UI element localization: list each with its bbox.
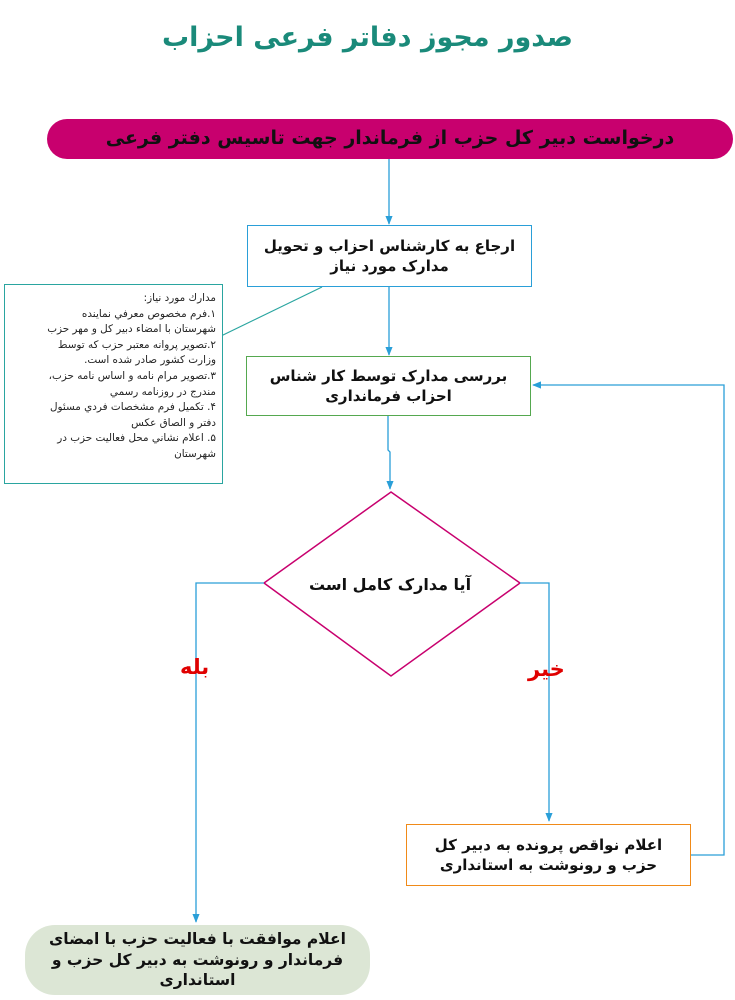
docs-line: ۱.فرم مخصوص معرفي نماينده bbox=[81, 307, 216, 320]
docs-line: ۵. اعلام نشاني محل فعاليت حزب در bbox=[57, 432, 216, 445]
docs-line: دفتر و الصاق عكس bbox=[131, 416, 216, 429]
step-review-documents bbox=[246, 356, 531, 416]
start-label: درخواست دبیر کل حزب از فرماندار جهت تاسیس دفتر فرعی bbox=[105, 127, 675, 150]
connector-step1-to-docs bbox=[221, 287, 322, 336]
step-notify-deficiencies bbox=[406, 824, 691, 886]
docs-line: شهرستان با امضاء دبير كل و مهر حزب bbox=[47, 323, 216, 336]
arrow-loop-back bbox=[533, 385, 724, 855]
docs-line: مدارك مورد نياز: bbox=[143, 292, 216, 304]
decision-label: آیا مدارک کامل است bbox=[308, 574, 472, 594]
arrow-step2-to-decision bbox=[388, 416, 390, 489]
page-title: صدور مجوز دفاتر فرعی احزاب bbox=[162, 22, 573, 53]
docs-line: ۴. تكميل فرم مشخصات فردي مسئول bbox=[49, 401, 216, 414]
start-terminal bbox=[47, 119, 733, 159]
docs-line: وزارت كشور صادر شده است. bbox=[84, 354, 216, 367]
arrow-no-branch bbox=[520, 583, 549, 821]
end-terminal-approval bbox=[25, 925, 370, 995]
required-documents-note bbox=[4, 284, 223, 484]
step1-label: ارجاع به کارشناس احزاب و تحویل مدارک مورد نیاز bbox=[263, 236, 516, 275]
branch-yes-label: بله bbox=[180, 655, 210, 679]
no-step-label: اعلام نواقص پرونده به دبیر کل حزب و رونوشت به استانداری bbox=[434, 835, 663, 874]
step2-label: بررسی مدارک توسط کار شناس احزاب فرمانداری bbox=[269, 366, 508, 405]
arrow-yes-branch bbox=[196, 583, 264, 922]
docs-line: ۲.تصوير پروانه معتبر حزب كه توسط bbox=[57, 338, 216, 351]
step-refer-to-expert bbox=[247, 225, 532, 287]
docs-line: مندرج در روزنامه رسمي bbox=[109, 385, 216, 398]
branch-no-label: خیر bbox=[528, 657, 565, 681]
docs-line: شهرستان bbox=[174, 448, 216, 461]
end-label: اعلام موافقت با فعالیت حزب با امضای فرماندار و رونوشت به دبیر کل حزب و استانداری bbox=[49, 929, 346, 990]
docs-line: ۳.تصوير مرام نامه و اساس نامه حزب، bbox=[48, 370, 216, 383]
